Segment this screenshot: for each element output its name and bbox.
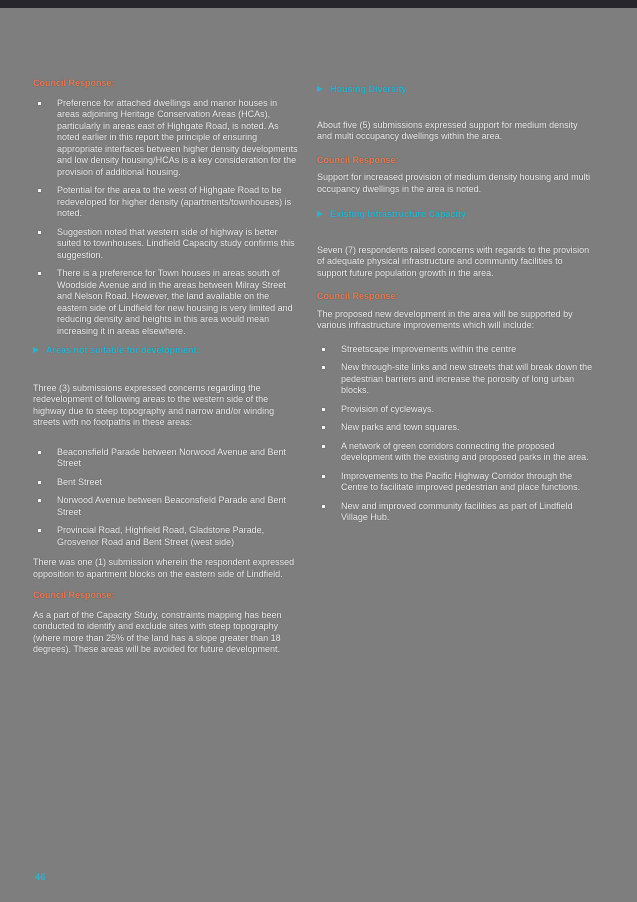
- paragraph: Seven (7) respondents raised concerns with regards to the provision of adequate physical infrastructure and community facilities to support future population growth in the area.: [317, 244, 590, 278]
- list-item-text: Improvements to the Pacific Highway Corridor through the Centre to facilitate improved pedestrian and place functions.: [341, 470, 581, 492]
- section-heading-housing-diversity: [317, 84, 593, 96]
- right-column: [317, 78, 593, 670]
- council-response-list: [33, 98, 300, 338]
- list-item-text: New through-site links and new streets that will break down the pedestrian barriers and increase the porosity of long urban blocks.: [341, 362, 593, 395]
- bullet-icon: [322, 366, 325, 369]
- list-item: [317, 362, 593, 397]
- list-item-text: New and improved community facilities as part of Lindfield Village Hub.: [341, 500, 573, 522]
- bullet-icon: [38, 481, 41, 484]
- list-item: [33, 98, 300, 179]
- paragraph: There was one (1) submission wherein the respondent expressed opposition to apartment blocks on the eastern side of Lindfield.: [33, 557, 295, 579]
- list-item: [317, 344, 593, 356]
- page-content: [0, 8, 637, 670]
- bullet-icon: [38, 102, 41, 105]
- bullet-icon: [38, 451, 41, 454]
- bullet-icon: [322, 445, 325, 448]
- arrow-right-icon: [317, 211, 323, 217]
- list-item: [317, 422, 593, 434]
- council-response-heading: Council Response:: [33, 590, 115, 600]
- list-item-text: Suggestion noted that western side of highway is better suited to townhouses. Lindfield Capacity study confirms this suggestion.: [57, 226, 295, 260]
- council-response-heading: Council Response:: [317, 154, 399, 165]
- list-item-text: A network of green corridors connecting the proposed development with the existing and proposed parks in the area.: [341, 440, 589, 462]
- council-response-heading: Council Response:: [317, 291, 399, 301]
- list-item-text: Streetscape improvements within the centre: [341, 343, 517, 354]
- list-item: [33, 525, 300, 548]
- list-item-text: Norwood Avenue between Beaconsfield Parade and Bent Street: [57, 495, 286, 517]
- list-item: [317, 471, 593, 494]
- list-item: [317, 441, 593, 464]
- infrastructure-list: [317, 344, 593, 524]
- list-item: [317, 501, 593, 524]
- bullet-icon: [38, 529, 41, 532]
- paragraph: The proposed new development in the area will be supported by various infrastructure improvements which will include:: [317, 308, 573, 330]
- list-item-text: Potential for the area to the west of Highgate Road to be redeveloped for higher density (apartments/townhouses) is noted.: [57, 185, 292, 218]
- bullet-icon: [322, 408, 325, 411]
- bullet-icon: [38, 189, 41, 192]
- list-item-text: Beaconsfield Parade between Norwood Avenue and Bent Street: [57, 446, 286, 468]
- list-item-text: Provincial Road, Highfield Road, Gladstone Parade, Grosvenor Road and Bent Street (west side): [57, 525, 265, 547]
- section-heading-areas-not-suitable: [33, 345, 300, 357]
- paragraph: About five (5) submissions expressed support for medium density and multi occupancy dwellings within the area.: [317, 119, 578, 141]
- list-item: [33, 268, 300, 337]
- list-item-text: There is a preference for Town houses in areas south of Woodside Avenue and in the areas between Milray Street and Nelson Road. However, the land available on the eastern side of Lindfield for new housing is very limited and reducing density and heights in this area would mean increasing it in areas elsewhere.: [57, 268, 293, 336]
- bullet-icon: [322, 475, 325, 478]
- bullet-icon: [38, 272, 41, 275]
- arrow-right-icon: [317, 86, 323, 92]
- council-response-heading: Council Response:: [33, 78, 115, 88]
- arrow-right-icon: [33, 347, 39, 353]
- list-item-text: Preference for attached dwellings and manor houses in areas adjoining Heritage Conservation Areas (HCAs), particularly in areas east of Highgate Road, is noted. As noted earlier in this report the principle of ensuring appropriate interfaces between higher density developments and low density housing/HCAs is a key consideration for the provision of additional housing.: [57, 97, 298, 177]
- list-item-text: Provision of cycleways.: [341, 403, 435, 414]
- list-item: [33, 477, 300, 489]
- top-bar: [0, 0, 637, 8]
- list-item-text: New parks and town squares.: [341, 422, 460, 432]
- paragraph: As a part of the Capacity Study, constraints mapping has been conducted to identify and exclude sites with steep topography (where more than 25% of the land has a slope greater than 18 degrees). These areas will be avoided for future development.: [33, 609, 282, 654]
- bullet-icon: [38, 499, 41, 502]
- left-column: [33, 78, 300, 670]
- bullet-icon: [322, 426, 325, 429]
- section-heading-label: Areas not suitable for development:: [46, 345, 200, 355]
- list-item-text: Bent Street: [57, 476, 103, 487]
- paragraph: Three (3) submissions expressed concerns regarding the redevelopment of following areas to the western side of the highway due to steep topography and narrow and/or winding streets with no footpaths in these areas:: [33, 382, 275, 427]
- list-item: [33, 447, 300, 470]
- list-item: [33, 495, 300, 518]
- bullet-icon: [322, 348, 325, 351]
- paragraph: Support for increased provision of medium density housing and multi occupancy dwellings in the area is noted.: [317, 172, 591, 194]
- section-heading-label: Existing Infrastructure Capacity: [330, 209, 467, 219]
- list-item: [317, 404, 593, 416]
- street-list: [33, 447, 300, 549]
- page-number: 46: [35, 872, 46, 883]
- bullet-icon: [38, 231, 41, 234]
- section-heading-infrastructure-capacity: [317, 209, 593, 221]
- bullet-icon: [322, 505, 325, 508]
- list-item: [33, 185, 300, 220]
- section-heading-label: Housing Diversity: [330, 84, 407, 94]
- list-item: [33, 227, 300, 262]
